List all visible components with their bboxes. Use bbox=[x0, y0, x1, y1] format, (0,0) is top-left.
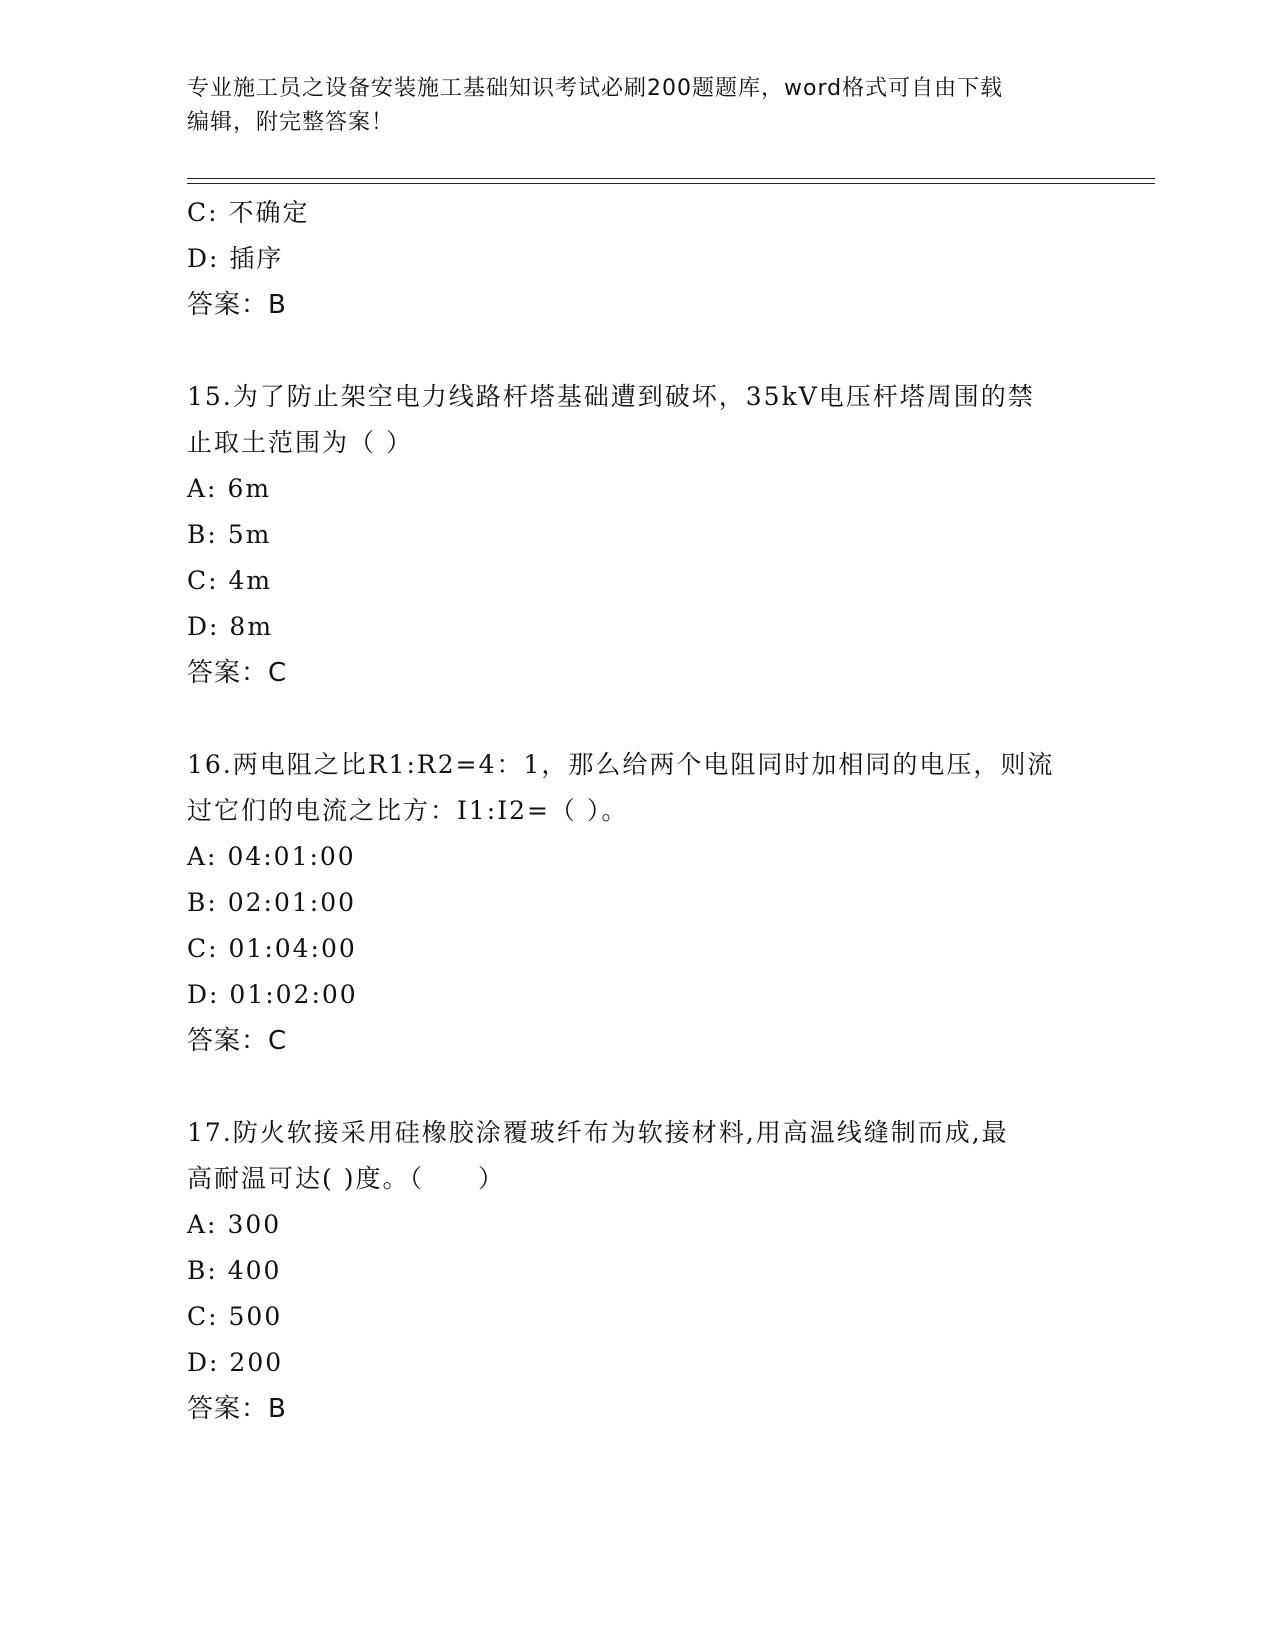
spacer bbox=[187, 328, 1107, 374]
answer-line: 答案：B bbox=[187, 290, 287, 320]
option-c: C: 不确定 bbox=[187, 198, 310, 227]
question-stem-line-1: 16.两电阻之比R1:R2=4：1，那么给两个电阻同时加相同的电压，则流 bbox=[187, 750, 1055, 779]
question-stem-line-2: 过它们的电流之比方：I1:I2=（ ）。 bbox=[187, 796, 629, 825]
header-divider-bottom bbox=[187, 183, 1155, 184]
option-a: A: 6m bbox=[187, 474, 272, 503]
option-b: B: 5m bbox=[187, 520, 272, 549]
question-17 bbox=[187, 1110, 1107, 1432]
option-a: A: 300 bbox=[187, 1210, 282, 1239]
answer-line: 答案：C bbox=[187, 1026, 288, 1056]
document-header bbox=[187, 72, 1087, 140]
question-stem-line-1: 17.防火软接采用硅橡胶涂覆玻纤布为软接材料,用高温线缝制而成,最 bbox=[187, 1118, 1009, 1147]
option-d: D: 01:02:00 bbox=[187, 980, 358, 1009]
option-b: B: 02:01:00 bbox=[187, 888, 357, 917]
option-b: B: 400 bbox=[187, 1256, 282, 1285]
spacer bbox=[187, 1064, 1107, 1110]
answer-line: 答案：C bbox=[187, 658, 288, 688]
option-c: C: 4m bbox=[187, 566, 273, 595]
question-stem-line-2: 止取土范围为（ ） bbox=[187, 428, 413, 457]
option-d: D: 200 bbox=[187, 1348, 284, 1377]
question-16 bbox=[187, 742, 1107, 1064]
spacer bbox=[187, 696, 1107, 742]
question-14-tail bbox=[187, 190, 1107, 328]
question-15 bbox=[187, 374, 1107, 696]
option-c: C: 01:04:00 bbox=[187, 934, 357, 963]
header-title-line-2: 编辑，附完整答案！ bbox=[187, 110, 395, 135]
question-list bbox=[187, 190, 1107, 1432]
question-stem-line-2: 高耐温可达( )度。（ ） bbox=[187, 1164, 505, 1193]
header-divider-top bbox=[187, 178, 1155, 179]
option-d: D: 8m bbox=[187, 612, 274, 641]
option-d: D: 插序 bbox=[187, 244, 284, 273]
question-stem-line-1: 15.为了防止架空电力线路杆塔基础遭到破坏，35kV电压杆塔周围的禁 bbox=[187, 382, 1035, 411]
option-c: C: 500 bbox=[187, 1302, 283, 1331]
header-title-line-1: 专业施工员之设备安装施工基础知识考试必刷200题题库，word格式可自由下载 bbox=[187, 76, 1004, 101]
answer-line: 答案：B bbox=[187, 1394, 287, 1424]
option-a: A: 04:01:00 bbox=[187, 842, 356, 871]
